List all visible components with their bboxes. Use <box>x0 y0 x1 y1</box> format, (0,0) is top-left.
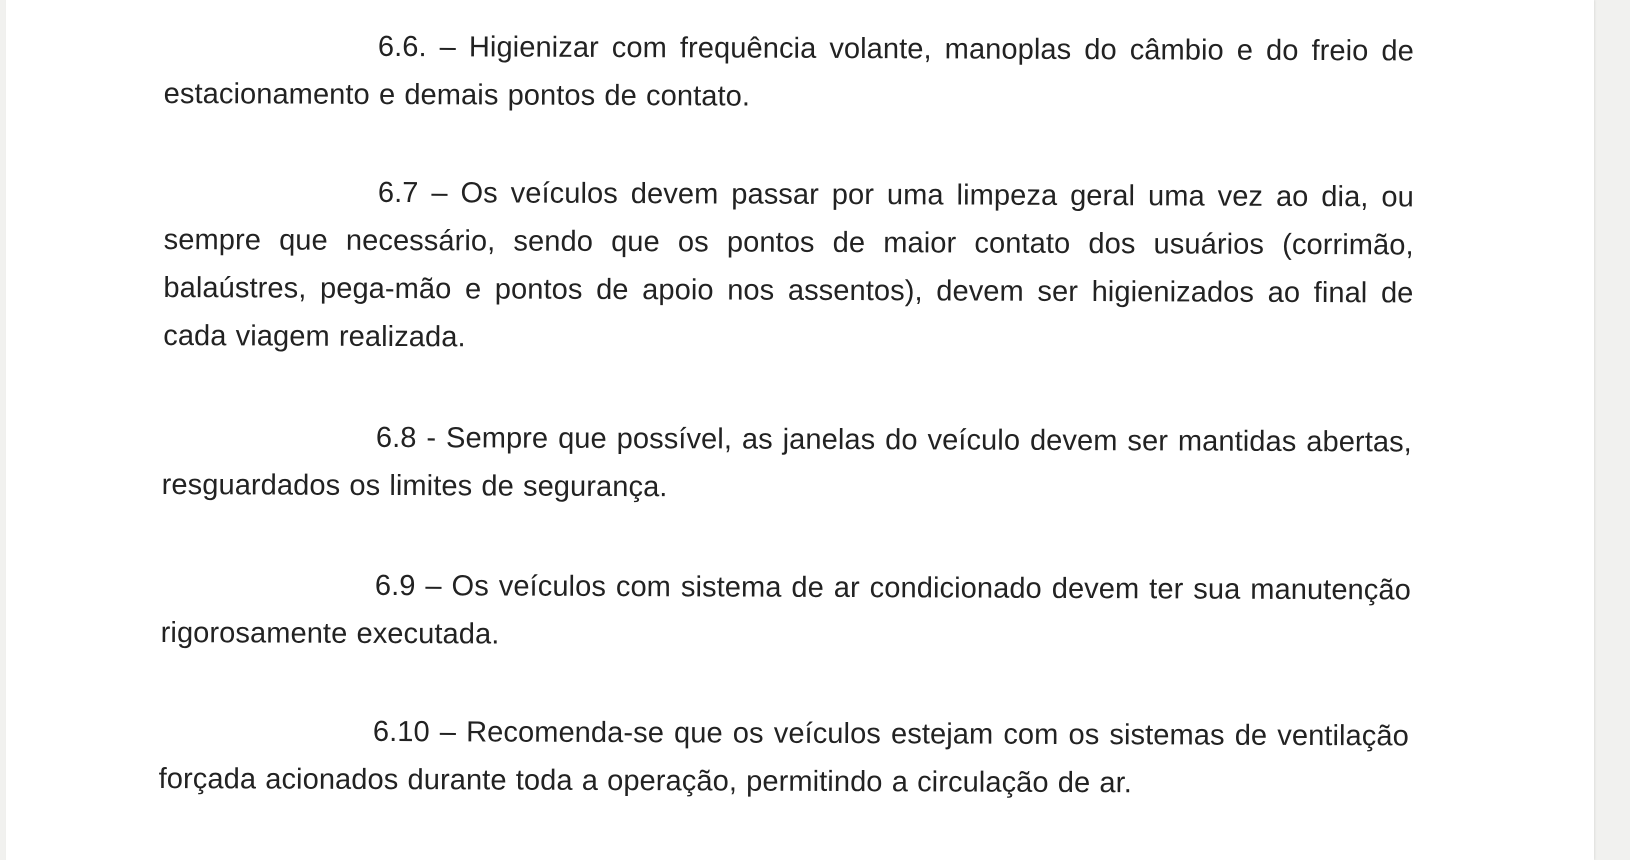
paragraph-6-7: 6.7 – Os veículos devem passar por uma limpeza geral uma vez ao dia, ou sempre que necessário, sendo que os pontos de maior contato dos usuários (corrimão, balaústres, pega-mão e pontos de apoio nos assentos), devem ser higienizados ao final de cada viagem realizada. <box>163 176 1414 354</box>
document-page <box>6 0 1594 860</box>
paragraph-6-8: 6.8 - Sempre que possível, as janelas do veículo devem ser mantidas abertas, resguardados os limites de segurança. <box>161 421 1412 504</box>
paragraph-6-10: 6.10 – Recomenda-se que os veículos estejam com os sistemas de ventilação forçada acionados durante toda a operação, permitindo a circulação de ar. <box>158 715 1409 800</box>
paragraph-6-9: 6.9 – Os veículos com sistema de ar condicionado devem ter sua manutenção rigorosamente executada. <box>160 569 1411 651</box>
paragraph-6-6: 6.6. – Higienizar com frequência volante, manoplas do câmbio e do freio de estacionamento e demais pontos de contato. <box>163 30 1414 113</box>
